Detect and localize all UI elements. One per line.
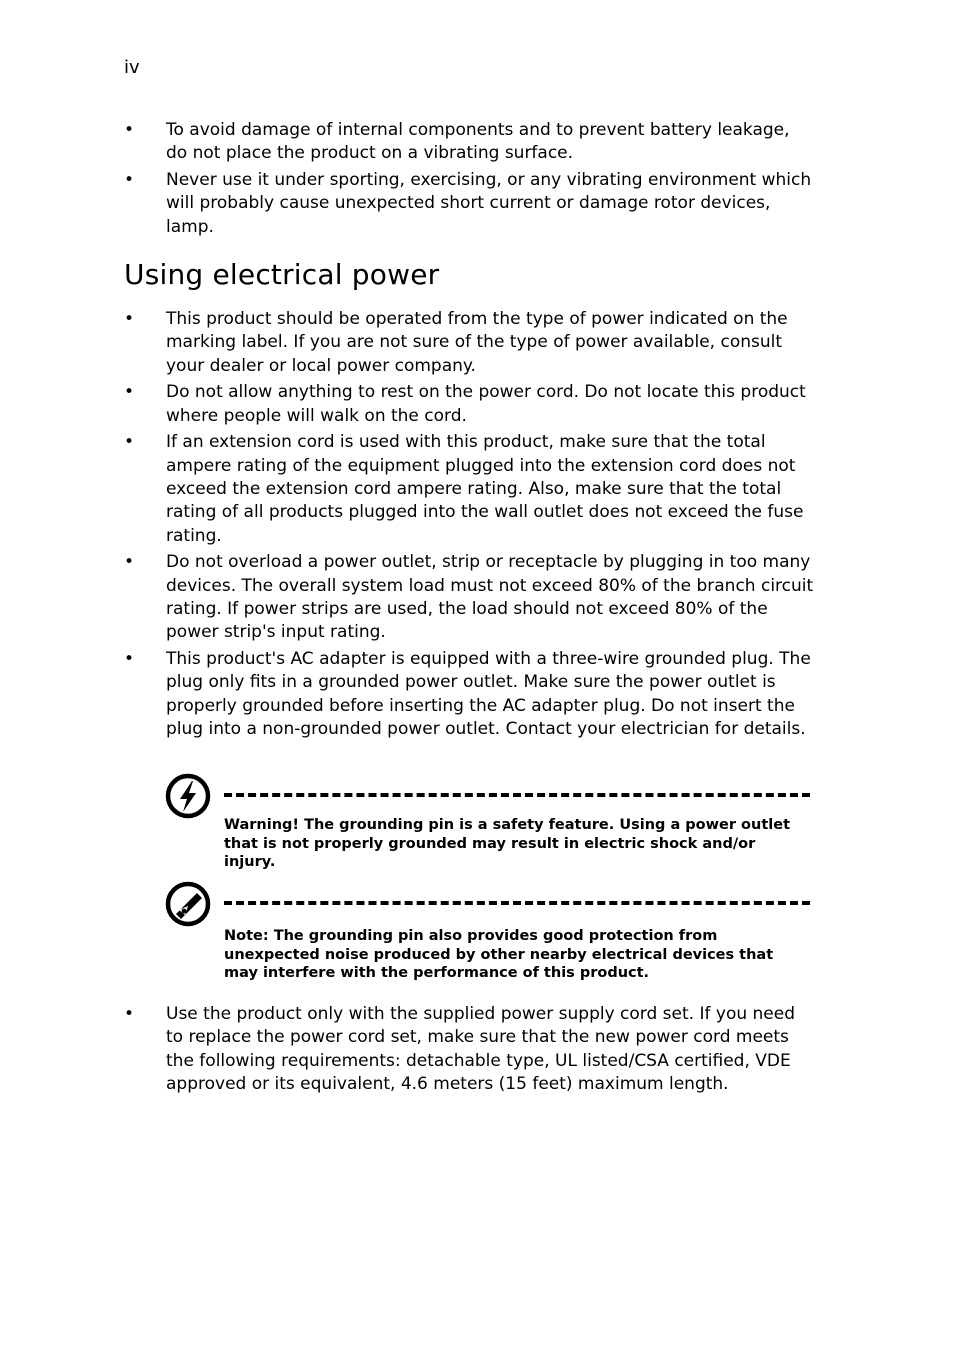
- list-item: [124, 431, 814, 547]
- bullet-icon: •: [124, 432, 135, 453]
- bullet-icon: •: [124, 120, 135, 140]
- lightning-warning-icon: [164, 772, 212, 820]
- bullet-icon: •: [124, 382, 135, 403]
- warning-divider: [224, 793, 810, 797]
- list-item-text: This product should be operated from the type of power indicated on the marking label. If you are not sure of the type of power available, consult your dealer or local power company.: [166, 309, 788, 376]
- list-item-text: To avoid damage of internal components and to prevent battery leakage, do not place the product on a vibrating surface.: [166, 120, 790, 164]
- list-item: [124, 1003, 814, 1096]
- note-text: Note: The grounding pin also provides good protection from unexpected noise produced by other nearby electrical devices that may interfere with the performance of this product.: [224, 928, 774, 981]
- list-item-text: If an extension cord is used with this product, make sure that the total ampere rating of the equipment plugged into the extension cord does not exceed the extension cord ampere rating. Also, make sure that the total rating of all products plugged into the wall outlet does not exceed the fuse rating.: [166, 432, 804, 546]
- section-heading: Using electrical power: [124, 258, 440, 291]
- page-number: iv: [124, 57, 140, 78]
- list-item: [124, 169, 814, 239]
- list-item-text: Do not allow anything to rest on the power cord. Do not locate this product where people will walk on the cord.: [166, 382, 806, 426]
- list-item-text: Use the product only with the supplied power supply cord set. If you need to replace the power cord set, make sure that the new power cord meets the following requirements: detachable type, UL listed/CSA certified, VDE approved or its equivalent, 4.6 meters (15 feet) maximum length.: [166, 1004, 795, 1094]
- note-pencil-icon: [164, 880, 212, 928]
- warning-notice: [164, 772, 810, 870]
- list-item-text: This product's AC adapter is equipped with a three-wire grounded plug. The plug only fits in a grounded power outlet. Make sure the power outlet is properly grounded before inserting the AC adapter plug. Do not insert the plug into a non-grounded power outlet. Contact your electrician for details.: [166, 649, 811, 740]
- bullet-icon: •: [124, 649, 135, 670]
- list-item-text: Never use it under sporting, exercising, or any vibrating environment which will probably cause unexpected short current or damage rotor devices, lamp.: [166, 170, 812, 237]
- final-bullet-list: [124, 1003, 814, 1100]
- note-notice: [164, 880, 810, 990]
- intro-bullet-list: [124, 119, 814, 242]
- bullet-icon: •: [124, 552, 135, 573]
- note-divider: [224, 901, 810, 905]
- bullet-icon: •: [124, 309, 135, 329]
- list-item: [124, 308, 814, 378]
- bullet-icon: •: [124, 1004, 135, 1024]
- list-item: [124, 381, 814, 428]
- power-bullet-list: [124, 308, 814, 745]
- list-item-text: Do not overload a power outlet, strip or receptacle by plugging in too many devices. The overall system load must not exceed 80% of the branch circuit rating. If power strips are used, the load should not exceed 80% of the power strip's input rating.: [166, 552, 814, 643]
- list-item: [124, 119, 814, 166]
- list-item: [124, 551, 814, 644]
- list-item: [124, 648, 814, 741]
- warning-text: Warning! The grounding pin is a safety feature. Using a power outlet that is not properly grounded may result in electric shock and/or injury.: [224, 817, 790, 870]
- bullet-icon: •: [124, 170, 135, 191]
